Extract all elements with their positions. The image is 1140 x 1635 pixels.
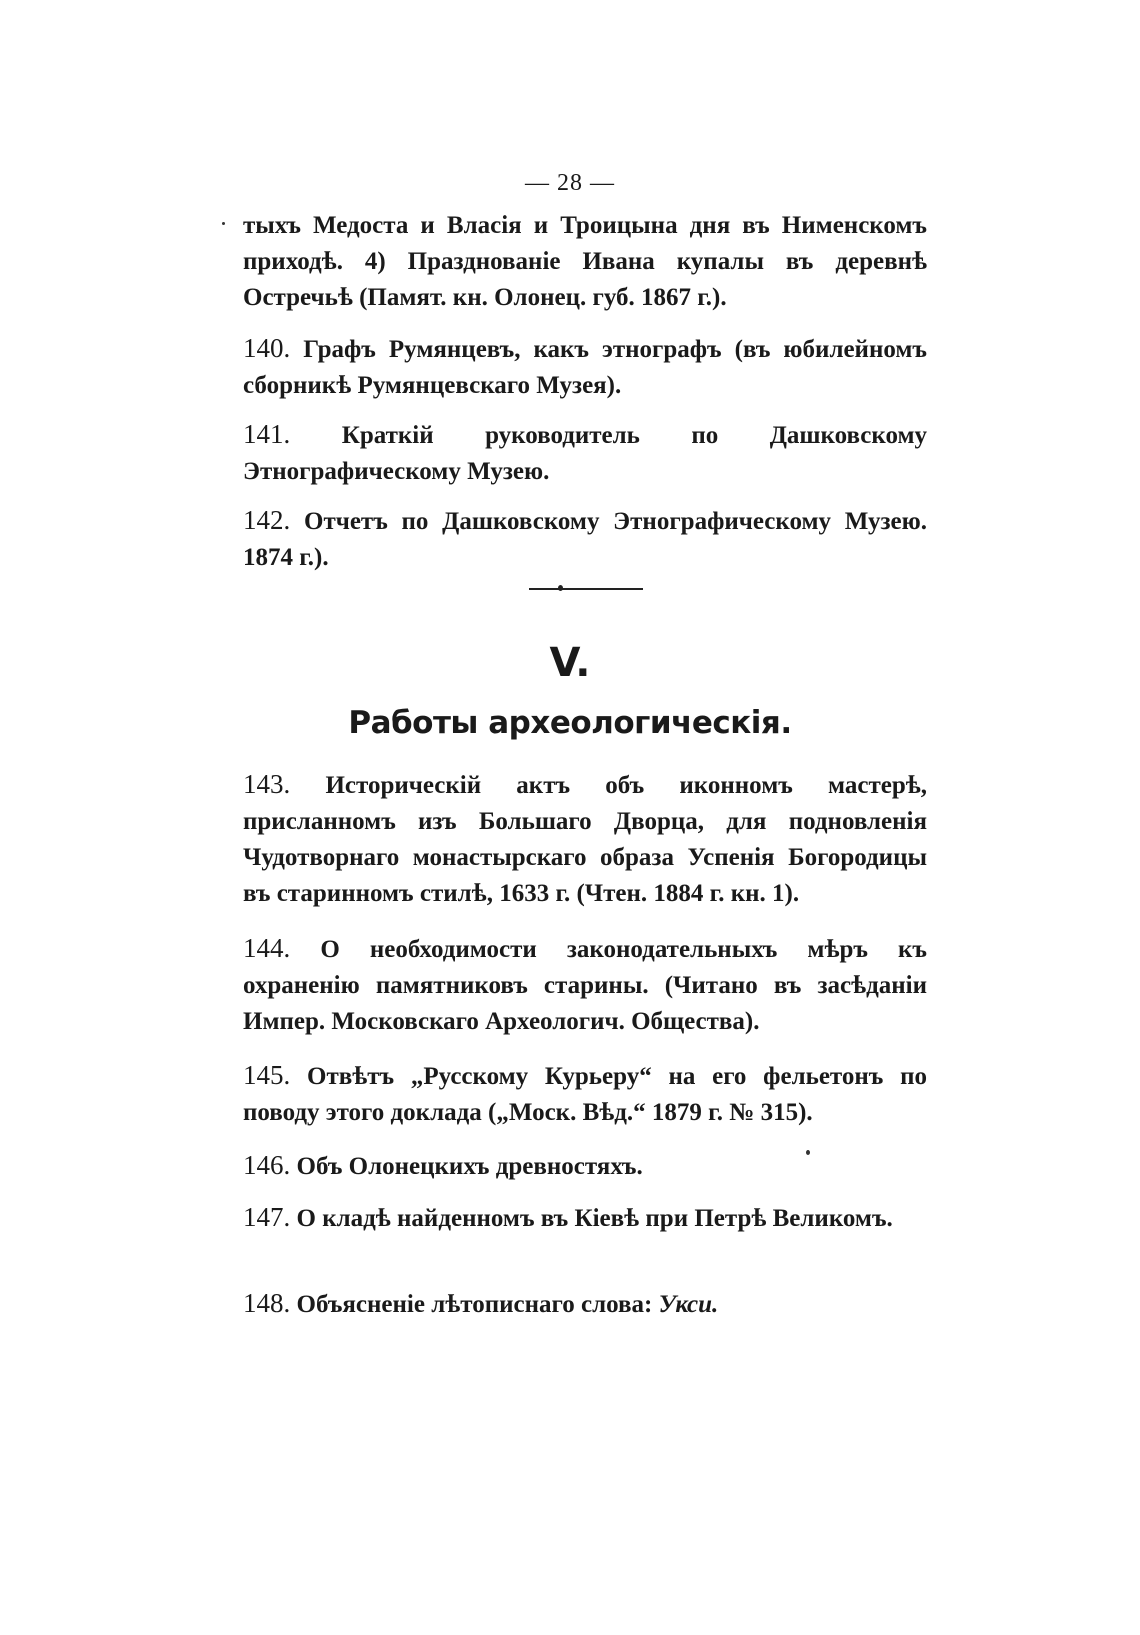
stray-ink-dot [222, 222, 225, 225]
entry-text: Объясненіе лѣтописнаго слова: [296, 1291, 653, 1318]
entry-number: 146. [243, 1150, 291, 1180]
section-numeral: V. [549, 640, 591, 686]
entry-number: 147. [243, 1202, 291, 1232]
entry-text: Историческій актъ объ иконномъ мастерѣ, присланномъ изъ Большаго Дворца, для подновленія Чудотворнаго монастырскаго образа Успенія Богородицы въ старинномъ стилѣ, 1633 г. (Чтен. 1884 г. кн. 1). [243, 772, 927, 907]
page-number: — 28 — [525, 170, 615, 196]
entry-145 [243, 1057, 927, 1131]
entry-144 [243, 930, 927, 1040]
entry-italic-word: Укси. [658, 1291, 719, 1318]
entry-text: Отчетъ по Дашковскому Этнографическому Музею. 1874 г.). [243, 508, 928, 571]
entry-141 [243, 416, 927, 490]
entry-text: Объ Олонецкихъ древностяхъ. [296, 1153, 643, 1180]
entry-text: Графъ Румянцевъ, какъ этнографъ (въ юбилейномъ сборникѣ Румянцевскаго Музея). [243, 336, 927, 399]
stray-ink-dot [806, 1150, 810, 1155]
entry-143 [243, 766, 927, 912]
continuation-paragraph [243, 208, 927, 316]
section-divider [529, 588, 643, 590]
entry-146 [243, 1147, 927, 1185]
entry-number: 145. [243, 1060, 291, 1090]
continuation-text: тыхъ Медоста и Власія и Троицына дня въ Нименскомъ приходѣ. 4) Празднованіе Ивана купалы въ деревнѣ Остречьѣ (Памят. кн. Олонец. губ. 1867 г.). [243, 212, 927, 311]
divider-dot [558, 585, 563, 591]
entry-text: Краткій руководитель по Дашковскому Этнографическому Музею. [243, 422, 928, 485]
entry-number: 148. [243, 1288, 291, 1318]
entry-number: 143. [243, 769, 291, 799]
entry-140 [243, 330, 927, 404]
entry-142 [243, 502, 927, 576]
entry-text: О кладѣ найденномъ въ Кіевѣ при Петрѣ Великомъ. [296, 1205, 893, 1232]
entry-148 [243, 1285, 927, 1323]
entry-number: 140. [243, 333, 291, 363]
entry-text: Отвѣтъ „Русскому Курьеру“ на его фельетонъ по поводу этого доклада („Моск. Вѣд.“ 1879 г. № 315). [243, 1063, 927, 1126]
entry-text: О необходимости законодательныхъ мѣръ къ охраненію памятниковъ старины. (Читано въ засѣданіи Импер. Московскаго Археологич. Общества). [243, 936, 927, 1035]
entry-number: 142. [243, 505, 291, 535]
entry-number: 141. [243, 419, 291, 449]
entry-number: 144. [243, 933, 291, 963]
entry-147 [243, 1199, 927, 1237]
section-title: Работы археологическія. [348, 705, 792, 741]
